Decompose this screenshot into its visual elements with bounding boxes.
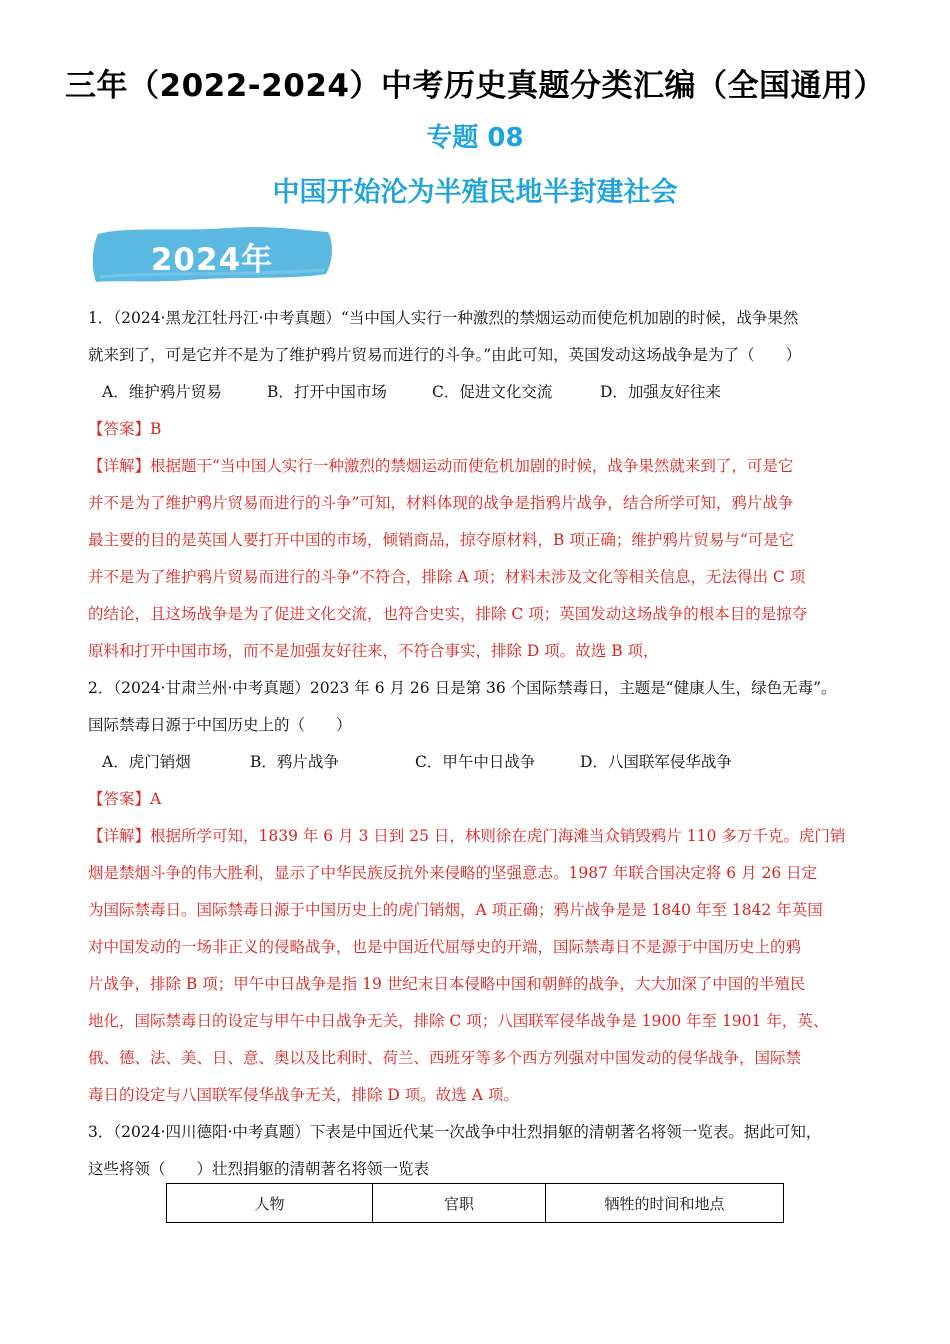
- generals-table: [166, 1183, 784, 1223]
- question-stem-line: 1．（2024·黑龙江牡丹江·中考真题）“当中国人实行一种激烈的禁烟运动而使危机加剧的时候，战争果然: [88, 309, 799, 327]
- analysis-line: 并不是为了维护鸦片贸易而进行的斗争”不符合，排除 A 项；材料未涉及文化等相关信息，无法得出 C 项: [88, 568, 806, 586]
- question-2: [88, 670, 868, 1114]
- analysis-line: 原料和打开中国市场，而不是加强友好往来，不符合事实，排除 D 项。故选 B 项，: [88, 642, 659, 660]
- question-1: [88, 300, 868, 670]
- analysis-line: 最主要的目的是英国人要打开中国的市场，倾销商品，掠夺原材料，B 项正确；维护鸦片贸易与“可是它: [88, 531, 795, 549]
- analysis-line: 毒日的设定与八国联军侵华战争无关，排除 D 项。故选 A 项。: [88, 1086, 519, 1104]
- answer-label: 【答案】A: [88, 790, 162, 808]
- question-stem-line: 就来到了，可是它并不是为了维护鸦片贸易而进行的斗争。”由此可知，英国发动这场战争是为了（ ）: [88, 346, 802, 364]
- table-header-row: [167, 1184, 784, 1223]
- analysis-line: 片战争，排除 B 项；甲午中日战争是指 19 世纪末日本侵略中国和朝鲜的战争，大大加深了中国的半殖民: [88, 975, 806, 993]
- table-header-time-place: 牺牲的时间和地点: [546, 1184, 784, 1223]
- option-b: B．打开中国市场: [267, 383, 387, 401]
- options-row: [88, 374, 868, 411]
- question-list: [88, 300, 868, 1188]
- question-stem-line: 3．（2024·四川德阳·中考真题）下表是中国近代某一次战争中壮烈捐躯的清朝著名将领一览表。据此可知，: [88, 1123, 822, 1141]
- analysis-line: 的结论，且这场战争是为了促进文化交流，也符合史实，排除 C 项；英国发动这场战争的根本目的是掠夺: [88, 605, 808, 623]
- options-row: [88, 744, 868, 781]
- question-stem-line: 这些将领（ ）壮烈捐躯的清朝著名将领一览表: [88, 1160, 430, 1178]
- page-title: 三年（2022-2024）中考历史真题分类汇编（全国通用）: [65, 68, 885, 104]
- analysis-line: 烟是禁烟斗争的伟大胜利，显示了中华民族反抗外来侵略的坚强意志。1987 年联合国决定将 6 月 26 日定: [88, 864, 818, 882]
- analysis-line: 【详解】根据所学可知，1839 年 6 月 3 日到 25 日，林则徐在虎门海滩当众销毁鸦片 110 多万千克。虎门销: [88, 827, 846, 845]
- answer-label: 【答案】B: [88, 420, 162, 438]
- analysis-line: 对中国发动的一场非正义的侵略战争，也是中国近代屈辱史的开端，国际禁毒日不是源于中国历史上的鸦: [88, 938, 802, 956]
- question-3: [88, 1114, 868, 1188]
- option-a: A．虎门销烟: [102, 753, 191, 771]
- year-badge-label: 2024年: [150, 242, 274, 278]
- analysis-line: 俄、德、法、美、日、意、奥以及比利时、荷兰、西班牙等多个西方列强对中国发动的侵华战争，国际禁: [88, 1049, 802, 1067]
- table-header-position: 官职: [373, 1184, 546, 1223]
- option-d: D．八国联军侵华战争: [580, 753, 732, 771]
- analysis-line: 并不是为了维护鸦片贸易而进行的斗争”可知，材料体现的战争是指鸦片战争，结合所学可知，鸦片战争: [88, 494, 794, 512]
- analysis-line: 为国际禁毒日。国际禁毒日源于中国历史上的虎门销烟，A 项正确；鸦片战争是是 1840 年至 1842 年英国: [88, 901, 823, 919]
- option-a: A．维护鸦片贸易: [102, 383, 222, 401]
- option-c: C．甲午中日战争: [415, 753, 536, 771]
- question-stem-line: 2．（2024·甘肃兰州·中考真题）2023 年 6 月 26 日是第 36 个国际禁毒日，主题是“健康人生，绿色无毒”。: [88, 679, 837, 697]
- topic-number: 专题 08: [426, 123, 524, 153]
- option-b: B．鸦片战争: [250, 753, 339, 771]
- question-stem-line: 国际禁毒日源于中国历史上的（ ）: [88, 716, 352, 734]
- table-header-person: 人物: [167, 1184, 373, 1223]
- topic-title: 中国开始沦为半殖民地半封建社会: [272, 177, 678, 208]
- analysis-line: 【详解】根据题干“当中国人实行一种激烈的禁烟运动而使危机加剧的时候，战争果然就来到了，可是它: [88, 457, 794, 475]
- year-badge: [88, 222, 336, 288]
- option-c: C．促进文化交流: [432, 383, 553, 401]
- analysis-line: 地化，国际禁毒日的设定与甲午中日战争无关，排除 C 项；八国联军侵华战争是 1900 年至 1901 年，英、: [88, 1012, 829, 1030]
- option-d: D．加强友好往来: [600, 383, 721, 401]
